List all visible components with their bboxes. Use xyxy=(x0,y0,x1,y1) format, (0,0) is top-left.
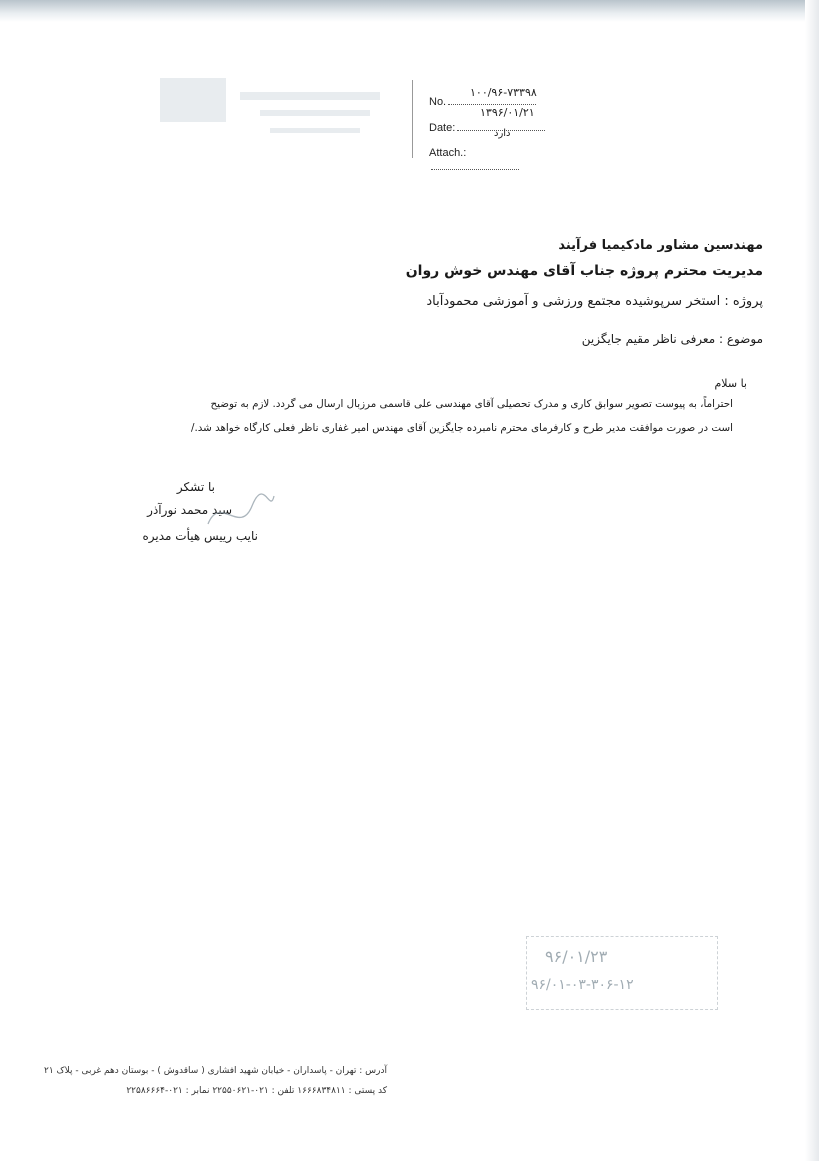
faint-logo-mark xyxy=(160,78,226,122)
reference-number-value: ۱۰۰/۹۶-۷۳۳۹۸ xyxy=(470,86,537,99)
date-row xyxy=(429,120,545,134)
footer-address: آدرس : تهران - پاسداران - خیابان شهید افشاری ( ساقدوش ) - بوستان دهم غربی - پلاک ۲۱ xyxy=(44,1066,387,1076)
scan-edge-right xyxy=(805,0,819,1161)
signature-name: سید محمد نورآذر xyxy=(147,503,232,517)
reference-number-label: No. xyxy=(429,96,447,108)
faint-header-line xyxy=(270,128,360,133)
signature-title: نایب رییس هیأت مدیره xyxy=(142,529,258,543)
receipt-stamp xyxy=(526,936,718,1010)
faint-header-line xyxy=(240,92,380,100)
attach-value: دارد xyxy=(494,128,511,139)
signature-closing: با تشکر xyxy=(176,480,215,494)
scan-edge-top xyxy=(0,0,819,22)
attach-label: Attach.: xyxy=(429,147,467,159)
stamp-number: ۹۶/۰۱-۰۳-۳۰۶-۱۲ xyxy=(531,977,634,993)
recipient-addressee: مدیریت محترم پروژه جناب آقای مهندس خوش روان xyxy=(405,263,763,279)
subject-line: موضوع : معرفی ناظر مقیم جایگزین xyxy=(581,332,763,346)
project-line: پروژه : استخر سرپوشیده مجتمع ورزشی و آموزشی محمودآباد xyxy=(426,294,763,309)
date-label: Date: xyxy=(429,122,456,134)
faint-header-line xyxy=(260,110,370,116)
stamp-date: ۹۶/۰۱/۲۳ xyxy=(545,947,608,966)
body-line-1: احتراماً، به پیوست تصویر سوابق کاری و مدرک تحصیلی آقای مهندسی علی قاسمی مرزبال ارسال می گردد. لازم به توضیح xyxy=(210,398,733,410)
body-line-2: است در صورت موافقت مدیر طرح و کارفرمای محترم نامبرده جایگزین آقای مهندس امیر غفاری ناظر فعلی کارگاه خواهد شد./ xyxy=(191,422,733,434)
footer-contact: کد پستی : ۱۶۶۶۸۳۴۸۱۱ تلفن : ۰۲۱-۲۲۵۵۰۶۲۱ نمابر : ۰۲۱-۲۲۵۸۶۶۶۴ xyxy=(126,1086,387,1096)
attach-row xyxy=(429,146,553,173)
handwritten-signature xyxy=(200,484,280,544)
greeting: با سلام xyxy=(714,377,747,390)
recipient-company: مهندسین مشاور مادکیمیا فرآیند xyxy=(558,238,763,253)
date-value: ۱۳۹۶/۰۱/۲۱ xyxy=(480,106,535,119)
